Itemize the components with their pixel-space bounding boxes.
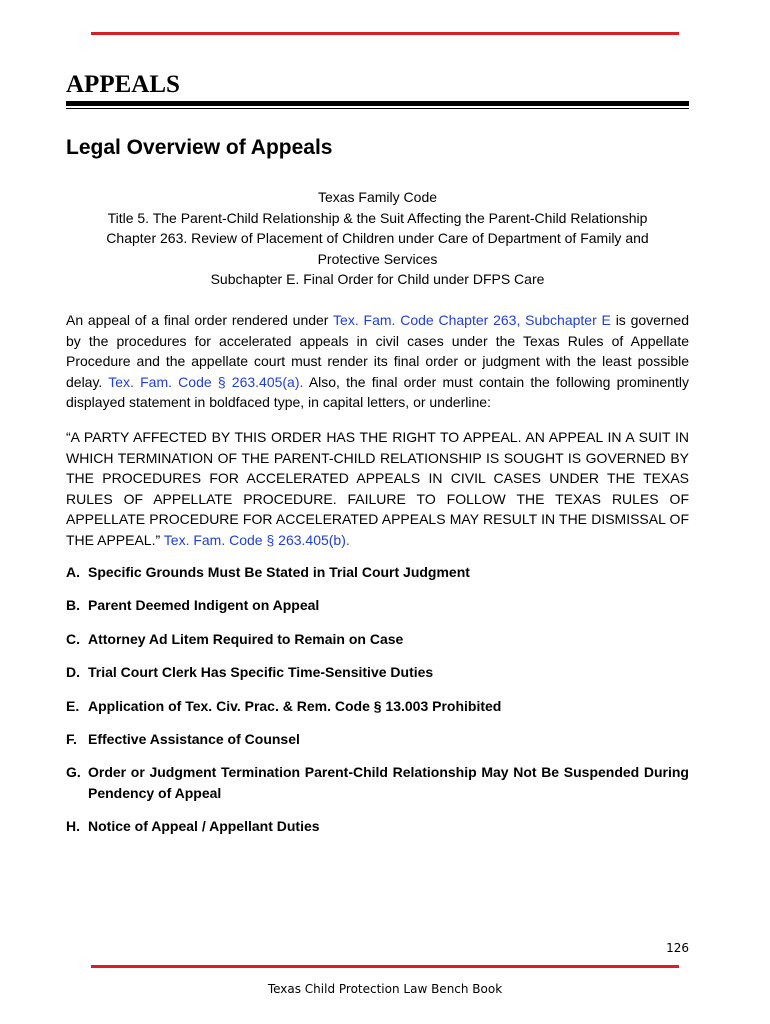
topic-letter: F. — [66, 730, 77, 747]
topic-item — [66, 762, 689, 803]
link-263-405-b[interactable]: Tex. Fam. Code § 263.405(b). — [163, 531, 350, 548]
footer-book-title: Texas Child Protection Law Bench Book — [267, 982, 503, 996]
title-underline-thin — [66, 108, 689, 109]
page-number: 126 — [666, 941, 689, 955]
topic-letter: B. — [66, 597, 80, 614]
citation-code: Texas Family Code — [317, 189, 438, 205]
topic-label: Effective Assistance of Counsel — [88, 730, 300, 747]
intro-text-a: An appeal of a final order rendered under — [66, 312, 334, 328]
citation-title: Title 5. The Parent-Child Relationship & the Suit Affecting the Parent-Child Relationship — [107, 209, 648, 226]
link-chapter-263-subchapter-e[interactable]: Tex. Fam. Code Chapter 263, Subchapter E — [333, 312, 611, 328]
topic-letter: E. — [66, 697, 80, 714]
citation-chapter: Chapter 263. Review of Placement of Children under Care of Department of Family and — [106, 230, 649, 247]
chapter-title: APPEALS — [66, 71, 180, 98]
intro-paragraph — [66, 310, 689, 413]
topic-label: Order or Judgment Termination Parent-Child Relationship May Not Be Suspended During Pendency of Appeal — [88, 764, 689, 801]
topic-label: Trial Court Clerk Has Specific Time-Sensitive Duties — [88, 664, 434, 681]
required-statement-text: “A PARTY AFFECTED BY THIS ORDER HAS THE RIGHT TO APPEAL. AN APPEAL IN A SUIT IN WHICH TERMINATION OF THE PARENT-CHILD RELATIONSHIP IS SOUGHT IS GOVERNED BY THE PROCEDURES FOR ACCELERATED APPEALS IN CIVIL CASES UNDER THE TEXAS RULES OF APPELLATE PROCEDURE. FAILURE TO FOLLOW THE TEXAS RULES OF APPELLATE PROCEDURE FOR ACCELERATED APPEALS MAY RESULT IN THE DISMISSAL OF THE APPEAL.” — [66, 429, 689, 548]
topic-item — [66, 816, 689, 837]
section-heading: Legal Overview of Appeals — [66, 136, 333, 159]
title-underline-thick — [66, 101, 689, 106]
topic-label: Specific Grounds Must Be Stated in Trial Court Judgment — [88, 564, 470, 580]
footer-rule — [91, 965, 679, 968]
intro-text-c: Also, the final order must contain the following prominently displayed statement in boldfaced type, in capital letters, or underline: — [66, 373, 689, 411]
topic-label: Attorney Ad Litem Required to Remain on Case — [88, 630, 404, 647]
topic-letter: C. — [66, 630, 80, 647]
topic-label: Application of Tex. Civ. Prac. & Rem. Code § 13.003 Prohibited — [88, 697, 502, 714]
citation-chapter-cont: Protective Services — [317, 250, 438, 267]
topic-letter: D. — [66, 664, 80, 681]
topic-letter: G. — [66, 764, 81, 781]
topic-item — [66, 696, 689, 717]
topic-item — [66, 729, 689, 750]
topic-item — [66, 662, 689, 683]
statute-citation-block — [66, 187, 689, 290]
intro-text-b: is governed by the procedures for accelerated appeals in civil cases under the Texas Rules of Appellate Procedure and the appellate court must render its final order or judgment with the least possible delay. — [66, 312, 689, 390]
header-rule — [91, 32, 679, 35]
link-263-405-a[interactable]: Tex. Fam. Code § 263.405(a). — [108, 373, 304, 390]
topic-label: Parent Deemed Indigent on Appeal — [88, 597, 320, 614]
required-statement-paragraph — [66, 427, 689, 551]
topic-letter: H. — [66, 818, 80, 835]
citation-subchapter: Subchapter E. Final Order for Child under DFPS Care — [210, 271, 545, 288]
topic-item — [66, 562, 689, 583]
topic-letter: A. — [66, 564, 80, 580]
topic-label: Notice of Appeal / Appellant Duties — [88, 818, 320, 835]
topic-item — [66, 595, 689, 616]
topic-item — [66, 629, 689, 650]
topic-list — [66, 562, 689, 850]
